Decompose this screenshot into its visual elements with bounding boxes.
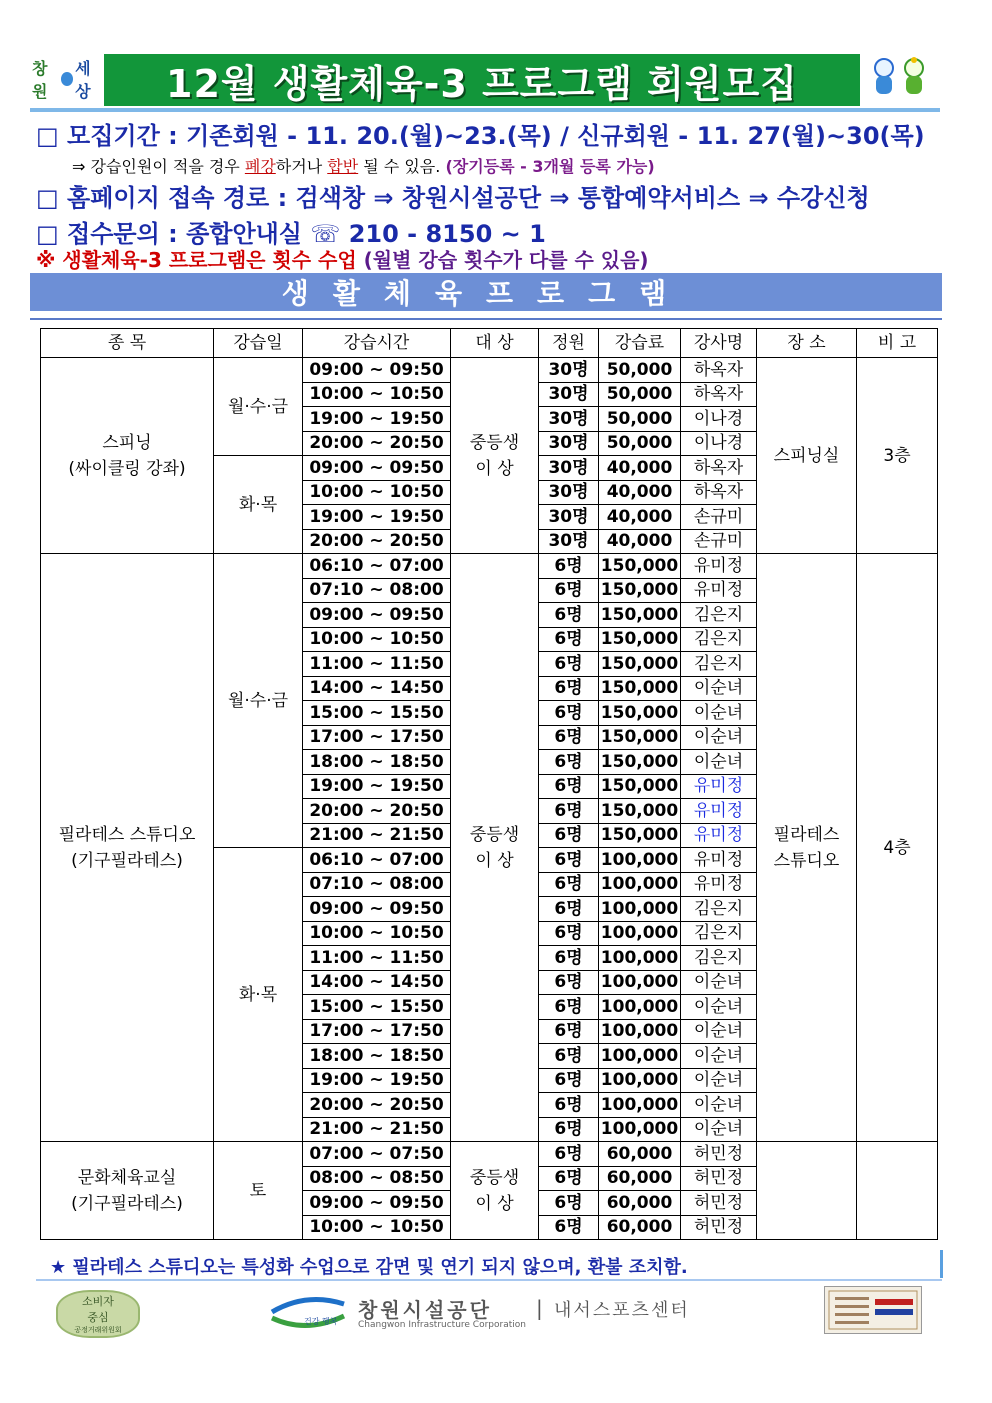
place-cell bbox=[757, 358, 857, 554]
target-text: 이 상 bbox=[475, 850, 514, 871]
title-banner bbox=[104, 54, 860, 106]
fee: 60,000 bbox=[599, 1142, 681, 1167]
class-time: 17:00 ~ 17:50 bbox=[303, 725, 451, 750]
capacity: 30명 bbox=[539, 505, 599, 530]
instructor: 이순녀 bbox=[681, 995, 757, 1020]
floor-cell: 4층 bbox=[857, 554, 938, 1142]
instructor: 김은지 bbox=[681, 897, 757, 922]
program-name: 필라테스 스튜디오 bbox=[58, 824, 196, 845]
fee: 150,000 bbox=[599, 554, 681, 579]
program-subname: (싸이클링 강좌) bbox=[68, 458, 186, 479]
class-time: 18:00 ~ 18:50 bbox=[303, 750, 451, 775]
class-day: 월·수·금 bbox=[214, 554, 303, 848]
class-day: 월·수·금 bbox=[214, 358, 303, 456]
capacity: 30명 bbox=[539, 358, 599, 383]
col-capacity: 정원 bbox=[539, 329, 599, 358]
corp-logo bbox=[266, 1290, 706, 1334]
target-cell bbox=[451, 554, 539, 1142]
class-time: 15:00 ~ 15:50 bbox=[303, 995, 451, 1020]
target-text: 중등생 bbox=[469, 824, 520, 845]
fee: 150,000 bbox=[599, 578, 681, 603]
instructor: 유미정 bbox=[681, 872, 757, 897]
section-header bbox=[30, 273, 942, 311]
badge-line3: 공정거래위원회 bbox=[74, 1326, 122, 1334]
class-time: 11:00 ~ 11:50 bbox=[303, 946, 451, 971]
fee: 60,000 bbox=[599, 1191, 681, 1216]
target-cell bbox=[451, 358, 539, 554]
col-time: 강습시간 bbox=[303, 329, 451, 358]
instructor: 김은지 bbox=[681, 627, 757, 652]
capacity: 6명 bbox=[539, 1093, 599, 1118]
certification-mark-icon bbox=[824, 1286, 922, 1334]
capacity: 6명 bbox=[539, 676, 599, 701]
place-cell-empty bbox=[757, 1142, 857, 1240]
instructor: 김은지 bbox=[681, 652, 757, 677]
program-subname: (기구필라테스) bbox=[71, 1193, 183, 1214]
instructor: 김은지 bbox=[681, 603, 757, 628]
fee: 100,000 bbox=[599, 897, 681, 922]
class-time: 09:00 ~ 09:50 bbox=[303, 1191, 451, 1216]
logo-text-b: 세상 bbox=[75, 59, 91, 101]
contact-info: □ 접수문의 : 종합안내실 ☏ 210 - 8150 ~ 1 bbox=[36, 220, 546, 248]
instructor: 이순녀 bbox=[681, 970, 757, 995]
fee: 100,000 bbox=[599, 921, 681, 946]
instructor: 하옥자 bbox=[681, 382, 757, 407]
homepage-path: □ 홈페이지 접속 경로 : 검색창 ⇒ 창원시설공단 ⇒ 통합예약서비스 ⇒ 수강신청 bbox=[36, 184, 870, 212]
place-cell bbox=[757, 554, 857, 1142]
fee: 50,000 bbox=[599, 431, 681, 456]
center-name: 내서스포츠센터 bbox=[554, 1300, 690, 1321]
floor-cell: 3층 bbox=[857, 358, 938, 554]
capacity: 6명 bbox=[539, 1215, 599, 1240]
fee: 100,000 bbox=[599, 946, 681, 971]
fee: 100,000 bbox=[599, 1093, 681, 1118]
instructor: 유미정 bbox=[681, 554, 757, 579]
instructor: 유미정 bbox=[681, 799, 757, 824]
col-instructor: 강사명 bbox=[681, 329, 757, 358]
footer-rule bbox=[36, 1279, 942, 1281]
consumer-badge bbox=[56, 1290, 140, 1338]
floor-cell-empty bbox=[857, 1142, 938, 1240]
recruit-period: □ 모집기간 : 기존회원 - 11. 20.(월)~23.(목) / 신규회원 - 11. 27(월)~30(목) bbox=[36, 122, 925, 150]
cancel-note bbox=[72, 154, 655, 177]
target-text: 이 상 bbox=[475, 458, 514, 479]
fee: 150,000 bbox=[599, 627, 681, 652]
fee: 150,000 bbox=[599, 823, 681, 848]
class-time: 10:00 ~ 10:50 bbox=[303, 382, 451, 407]
fee: 150,000 bbox=[599, 603, 681, 628]
capacity: 6명 bbox=[539, 1166, 599, 1191]
fee: 100,000 bbox=[599, 848, 681, 873]
fee: 60,000 bbox=[599, 1215, 681, 1240]
class-time: 10:00 ~ 10:50 bbox=[303, 480, 451, 505]
capacity: 6명 bbox=[539, 946, 599, 971]
logo-text-a: 창원 bbox=[32, 59, 48, 101]
col-day: 강습일 bbox=[214, 329, 303, 358]
instructor: 유미정 bbox=[681, 848, 757, 873]
class-time: 09:00 ~ 09:50 bbox=[303, 897, 451, 922]
class-time: 20:00 ~ 20:50 bbox=[303, 431, 451, 456]
footer-note-box bbox=[40, 1250, 943, 1278]
col-note: 비 고 bbox=[857, 329, 938, 358]
capacity: 30명 bbox=[539, 480, 599, 505]
class-time: 14:00 ~ 14:50 bbox=[303, 970, 451, 995]
table-row bbox=[41, 358, 938, 383]
instructor: 이순녀 bbox=[681, 725, 757, 750]
fee: 150,000 bbox=[599, 701, 681, 726]
capacity: 6명 bbox=[539, 995, 599, 1020]
instructor: 허민정 bbox=[681, 1142, 757, 1167]
corp-emblem-icon bbox=[266, 1290, 350, 1334]
warning-b: (월별 강습 횟수가 다를 수 있음) bbox=[363, 248, 649, 272]
class-time: 06:10 ~ 07:00 bbox=[303, 554, 451, 579]
section-title: 생활체육프로그램 bbox=[281, 277, 691, 310]
capacity: 6명 bbox=[539, 652, 599, 677]
instructor: 이순녀 bbox=[681, 1019, 757, 1044]
capacity: 30명 bbox=[539, 456, 599, 481]
capacity: 6명 bbox=[539, 1044, 599, 1069]
corp-name: 창원시설공단 bbox=[358, 1298, 492, 1322]
class-time: 07:10 ~ 08:00 bbox=[303, 872, 451, 897]
table-row bbox=[41, 1142, 938, 1167]
place-text: 스튜디오 bbox=[773, 850, 840, 871]
capacity: 6명 bbox=[539, 578, 599, 603]
class-time: 08:00 ~ 08:50 bbox=[303, 1166, 451, 1191]
class-time: 07:00 ~ 07:50 bbox=[303, 1142, 451, 1167]
instructor: 이순녀 bbox=[681, 1117, 757, 1142]
capacity: 6명 bbox=[539, 1117, 599, 1142]
class-day: 토 bbox=[214, 1142, 303, 1240]
class-time: 19:00 ~ 19:50 bbox=[303, 1068, 451, 1093]
instructor: 하옥자 bbox=[681, 456, 757, 481]
mascot-icon bbox=[866, 54, 932, 100]
instructor: 허민정 bbox=[681, 1215, 757, 1240]
fee: 50,000 bbox=[599, 407, 681, 432]
badge-line2: 중심 bbox=[87, 1311, 109, 1324]
corp-separator: | bbox=[536, 1296, 543, 1320]
program-name-cell bbox=[41, 554, 214, 1142]
instructor: 유미정 bbox=[681, 578, 757, 603]
class-day: 화·목 bbox=[214, 456, 303, 554]
col-target: 대 상 bbox=[451, 329, 539, 358]
target-text: 이 상 bbox=[475, 1193, 514, 1214]
instructor: 손규미 bbox=[681, 529, 757, 554]
capacity: 6명 bbox=[539, 921, 599, 946]
fee: 100,000 bbox=[599, 1019, 681, 1044]
capacity: 30명 bbox=[539, 529, 599, 554]
instructor: 이순녀 bbox=[681, 1093, 757, 1118]
header-underline bbox=[30, 108, 940, 112]
instructor: 이나경 bbox=[681, 431, 757, 456]
class-time: 17:00 ~ 17:50 bbox=[303, 1019, 451, 1044]
instructor: 허민정 bbox=[681, 1166, 757, 1191]
class-day: 화·목 bbox=[214, 848, 303, 1142]
class-time: 20:00 ~ 20:50 bbox=[303, 529, 451, 554]
badge-line1: 소비자 bbox=[82, 1295, 114, 1308]
fee: 150,000 bbox=[599, 676, 681, 701]
section-rule bbox=[30, 318, 942, 320]
corp-en-name: Changwon Infrastructure Corporation bbox=[358, 1320, 526, 1330]
capacity: 6명 bbox=[539, 701, 599, 726]
fee: 100,000 bbox=[599, 995, 681, 1020]
class-time: 09:00 ~ 09:50 bbox=[303, 358, 451, 383]
class-time: 19:00 ~ 19:50 bbox=[303, 505, 451, 530]
instructor: 이순녀 bbox=[681, 750, 757, 775]
cancel-note-mid: 하거나 bbox=[275, 157, 328, 176]
place-text: 스피닝실 bbox=[773, 445, 840, 466]
instructor: 김은지 bbox=[681, 946, 757, 971]
capacity: 6명 bbox=[539, 848, 599, 873]
fee: 100,000 bbox=[599, 872, 681, 897]
cancel-note-mid2: 될 수 있음. bbox=[358, 157, 446, 176]
fee: 100,000 bbox=[599, 970, 681, 995]
program-subname: (기구필라테스) bbox=[71, 850, 183, 871]
class-time: 06:10 ~ 07:00 bbox=[303, 848, 451, 873]
capacity: 30명 bbox=[539, 431, 599, 456]
changwon-logo bbox=[32, 56, 102, 102]
col-place: 장 소 bbox=[757, 329, 857, 358]
merge-word: 합반 bbox=[327, 157, 359, 176]
col-fee: 강습료 bbox=[599, 329, 681, 358]
class-time: 19:00 ~ 19:50 bbox=[303, 774, 451, 799]
class-time: 20:00 ~ 20:50 bbox=[303, 799, 451, 824]
class-time: 07:10 ~ 08:00 bbox=[303, 578, 451, 603]
fee: 100,000 bbox=[599, 1117, 681, 1142]
program-name-cell bbox=[41, 1142, 214, 1240]
place-text: 필라테스 bbox=[773, 824, 840, 845]
class-time: 10:00 ~ 10:50 bbox=[303, 1215, 451, 1240]
class-time: 21:00 ~ 21:50 bbox=[303, 1117, 451, 1142]
fee: 150,000 bbox=[599, 725, 681, 750]
instructor: 손규미 bbox=[681, 505, 757, 530]
logo-circle-icon bbox=[61, 72, 73, 86]
fee: 60,000 bbox=[599, 1166, 681, 1191]
target-text: 중등생 bbox=[469, 432, 520, 453]
page-title: 12월 생활체육-3 프로그램 회원모집 bbox=[166, 61, 798, 106]
capacity: 6명 bbox=[539, 1068, 599, 1093]
cancel-word: 폐강 bbox=[244, 157, 276, 176]
warning-note bbox=[36, 244, 649, 273]
capacity: 6명 bbox=[539, 774, 599, 799]
table-header-row bbox=[41, 329, 938, 358]
capacity: 6명 bbox=[539, 750, 599, 775]
instructor: 유미정 bbox=[681, 823, 757, 848]
capacity: 6명 bbox=[539, 823, 599, 848]
fee: 50,000 bbox=[599, 358, 681, 383]
class-time: 21:00 ~ 21:50 bbox=[303, 823, 451, 848]
capacity: 30명 bbox=[539, 407, 599, 432]
instructor: 이순녀 bbox=[681, 676, 757, 701]
class-time: 09:00 ~ 09:50 bbox=[303, 456, 451, 481]
capacity: 6명 bbox=[539, 799, 599, 824]
program-name: 스피닝 bbox=[102, 432, 152, 453]
instructor: 허민정 bbox=[681, 1191, 757, 1216]
program-name: 문화체육교실 bbox=[77, 1167, 177, 1188]
fee: 150,000 bbox=[599, 750, 681, 775]
cancel-note-prefix: ⇒ 강습인원이 적을 경우 bbox=[72, 157, 245, 176]
col-sport: 종 목 bbox=[41, 329, 214, 358]
program-table bbox=[40, 328, 938, 1240]
fee: 150,000 bbox=[599, 774, 681, 799]
class-time: 11:00 ~ 11:50 bbox=[303, 652, 451, 677]
instructor: 이나경 bbox=[681, 407, 757, 432]
program-name-cell bbox=[41, 358, 214, 554]
instructor: 이순녀 bbox=[681, 1044, 757, 1069]
instructor: 유미정 bbox=[681, 774, 757, 799]
table-row bbox=[41, 554, 938, 579]
capacity: 6명 bbox=[539, 897, 599, 922]
capacity: 6명 bbox=[539, 627, 599, 652]
instructor: 김은지 bbox=[681, 921, 757, 946]
capacity: 6명 bbox=[539, 554, 599, 579]
class-time: 10:00 ~ 10:50 bbox=[303, 627, 451, 652]
class-time: 18:00 ~ 18:50 bbox=[303, 1044, 451, 1069]
fee: 40,000 bbox=[599, 456, 681, 481]
fee: 150,000 bbox=[599, 652, 681, 677]
class-time: 15:00 ~ 15:50 bbox=[303, 701, 451, 726]
capacity: 6명 bbox=[539, 970, 599, 995]
fee: 40,000 bbox=[599, 529, 681, 554]
refund-note: ★ 필라테스 스튜디오는 특성화 수업으로 감면 및 연기 되지 않으며, 환불 조치함. bbox=[50, 1257, 688, 1278]
target-cell bbox=[451, 1142, 539, 1240]
warning-a: ※ 생활체육-3 프로그램은 횟수 수업 bbox=[36, 248, 364, 272]
instructor: 이순녀 bbox=[681, 701, 757, 726]
capacity: 30명 bbox=[539, 382, 599, 407]
class-time: 19:00 ~ 19:50 bbox=[303, 407, 451, 432]
long-term-note: (장기등록 - 3개월 등록 가능) bbox=[445, 157, 655, 176]
fee: 100,000 bbox=[599, 1068, 681, 1093]
instructor: 하옥자 bbox=[681, 358, 757, 383]
class-time: 10:00 ~ 10:50 bbox=[303, 921, 451, 946]
fee: 40,000 bbox=[599, 480, 681, 505]
target-text: 중등생 bbox=[469, 1167, 520, 1188]
instructor: 하옥자 bbox=[681, 480, 757, 505]
class-time: 09:00 ~ 09:50 bbox=[303, 603, 451, 628]
logo-slogan: 건강 행복 bbox=[304, 1317, 338, 1326]
fee: 100,000 bbox=[599, 1044, 681, 1069]
instructor: 이순녀 bbox=[681, 1068, 757, 1093]
capacity: 6명 bbox=[539, 1019, 599, 1044]
fee: 40,000 bbox=[599, 505, 681, 530]
capacity: 6명 bbox=[539, 603, 599, 628]
fee: 150,000 bbox=[599, 799, 681, 824]
capacity: 6명 bbox=[539, 1142, 599, 1167]
fee: 50,000 bbox=[599, 382, 681, 407]
capacity: 6명 bbox=[539, 1191, 599, 1216]
class-time: 20:00 ~ 20:50 bbox=[303, 1093, 451, 1118]
class-time: 14:00 ~ 14:50 bbox=[303, 676, 451, 701]
capacity: 6명 bbox=[539, 725, 599, 750]
capacity: 6명 bbox=[539, 872, 599, 897]
